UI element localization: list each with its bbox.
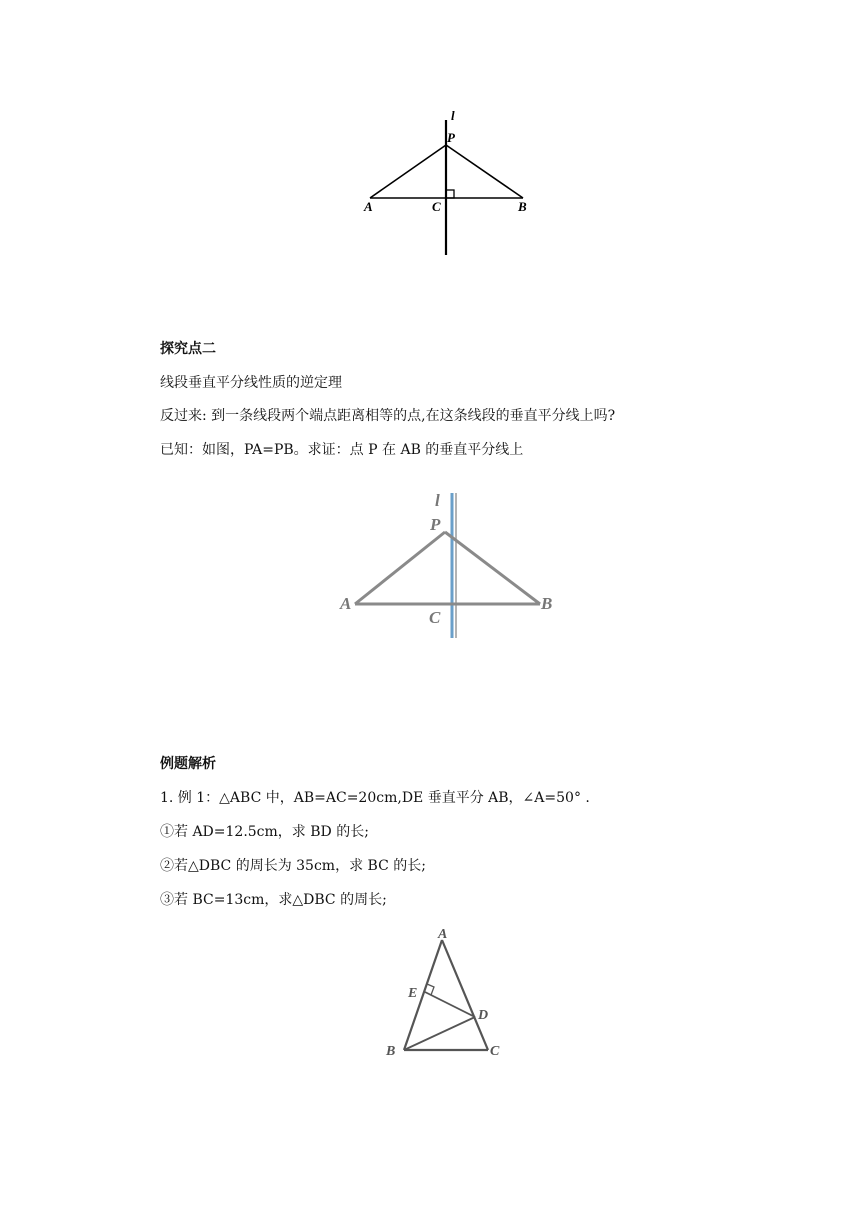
- label-l: l: [451, 108, 455, 123]
- section-heading-explore-2: 探究点二: [160, 341, 216, 357]
- label-c: C: [432, 199, 441, 214]
- segment-pb: [446, 145, 523, 198]
- figure-perpendicular-bisector: [355, 105, 535, 260]
- segment-pa: [370, 145, 446, 198]
- segment-pb: [445, 532, 540, 604]
- label-a: A: [340, 594, 352, 613]
- segment-pa: [355, 532, 445, 604]
- label-p: P: [430, 515, 441, 534]
- paragraph-line: 线段垂直平分线性质的逆定理: [160, 375, 342, 391]
- label-e: E: [408, 986, 418, 1001]
- label-c: C: [429, 608, 441, 627]
- label-b: B: [518, 199, 527, 214]
- label-d: D: [478, 1008, 489, 1023]
- label-b: B: [386, 1044, 396, 1059]
- label-c: C: [490, 1044, 500, 1059]
- label-l: l: [435, 491, 440, 510]
- paragraph-line: 反过来: 到一条线段两个端点距离相等的点,在这条线段的垂直平分线上吗?: [160, 408, 616, 424]
- figure-converse-theorem: [335, 488, 565, 638]
- paragraph-line: ③若 BC=13cm，求△DBC 的周长;: [160, 892, 387, 908]
- segment-ac: [442, 940, 488, 1050]
- paragraph-line: 已知：如图，PA=PB。求证：点 P 在 AB 的垂直平分线上: [160, 442, 524, 458]
- section-heading-examples: 例题解析: [160, 756, 216, 772]
- label-b: B: [541, 594, 553, 613]
- label-a: A: [364, 199, 373, 214]
- segment-ed: [425, 992, 475, 1017]
- label-p: P: [447, 130, 455, 145]
- paragraph-line: ②若△DBC 的周长为 35cm，求 BC 的长;: [160, 858, 426, 874]
- paragraph-line: 1. 例 1：△ABC 中，AB=AC=20cm,DE 垂直平分 AB，∠A=50° .: [160, 790, 590, 806]
- label-a: A: [438, 927, 448, 942]
- right-angle-mark: [446, 190, 454, 198]
- paragraph-line: ①若 AD=12.5cm，求 BD 的长;: [160, 824, 369, 840]
- figure-triangle-abc: [380, 922, 510, 1067]
